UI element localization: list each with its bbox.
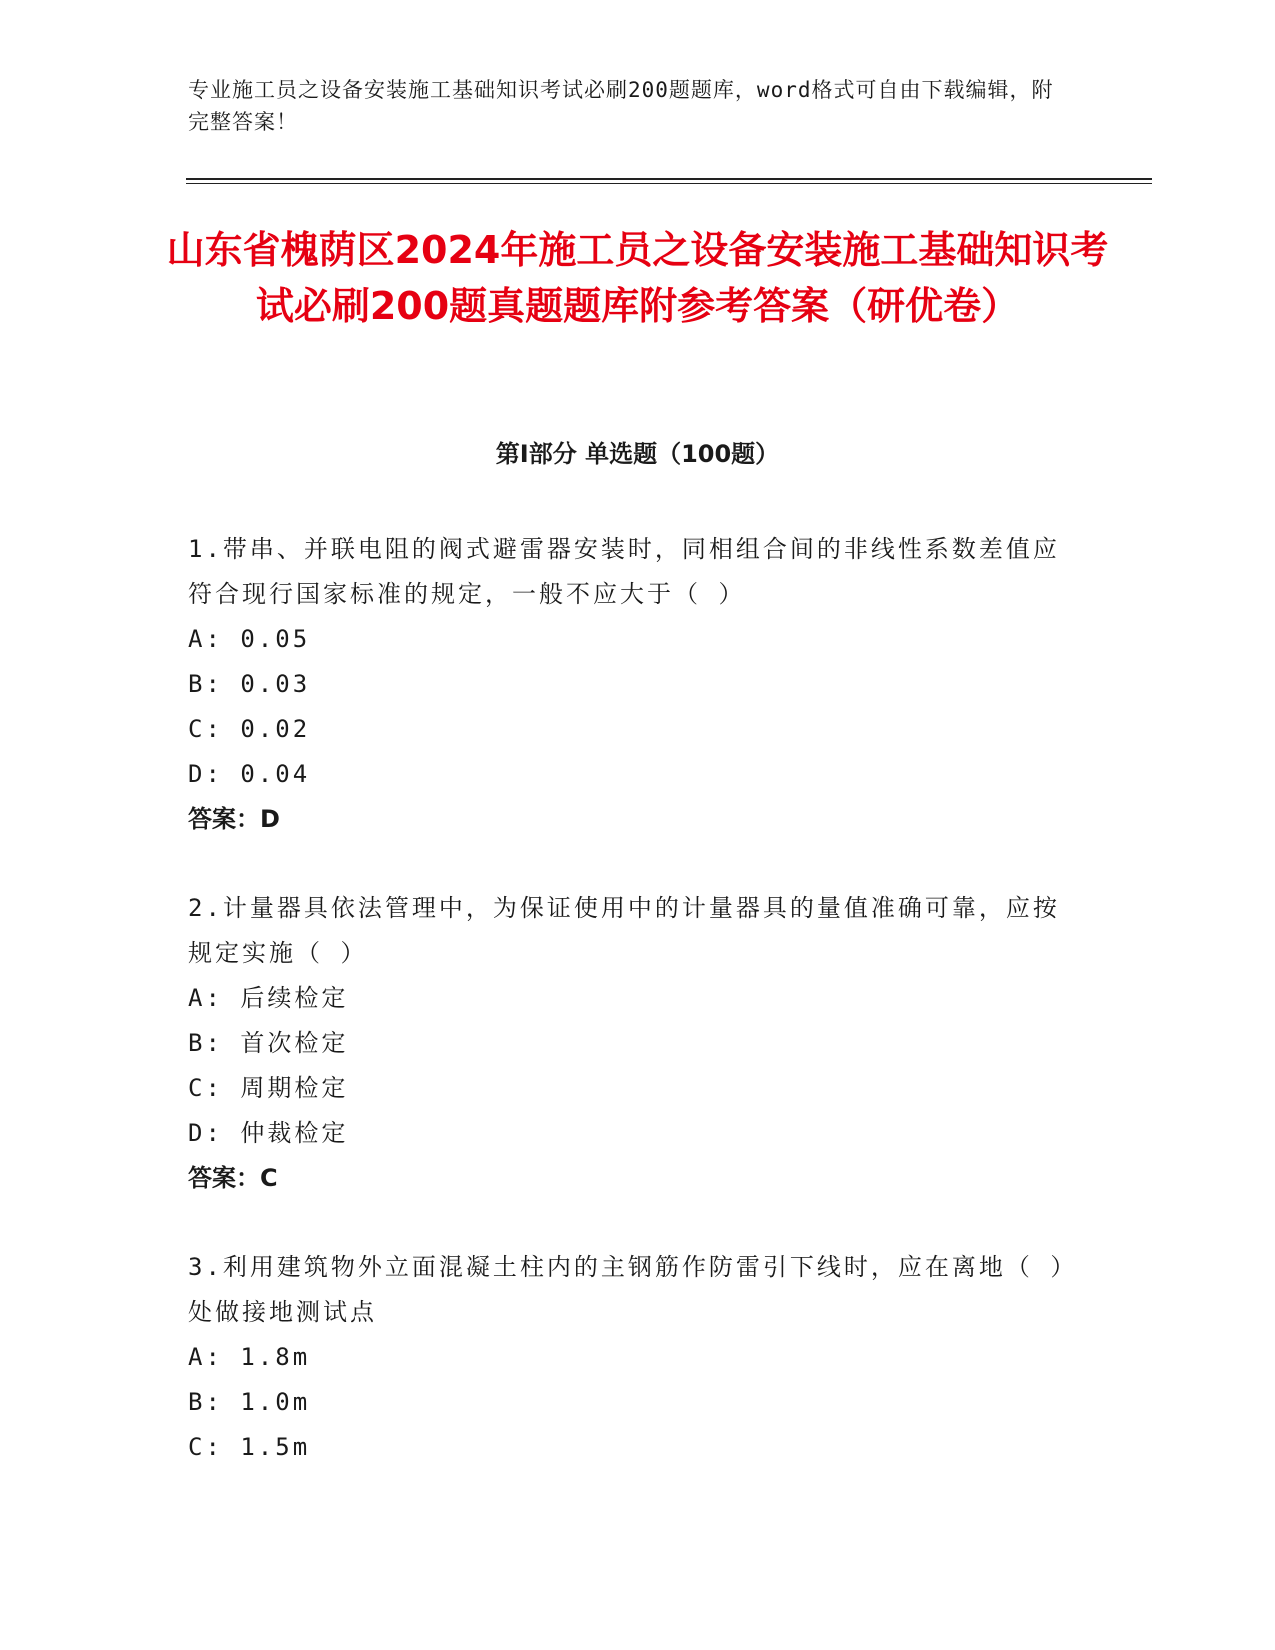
option-c: C: 1.5m [188, 1433, 311, 1461]
part-heading: 第Ⅰ部分 单选题（100题） [495, 440, 780, 468]
question-2 [188, 886, 1068, 1201]
option-b: B: 1.0m [188, 1388, 311, 1416]
header-note: 专业施工员之设备安装施工基础知识考试必刷200题题库，word格式可自由下载编辑，附完整答案！ [188, 78, 1054, 134]
header-divider [186, 178, 1152, 180]
option-c: C: 0.02 [188, 715, 311, 743]
question-stem: 3.利用建筑物外立面混凝土柱内的主钢筋作防雷引下线时，应在离地（ ）处做接地测试点 [188, 1253, 1066, 1326]
question-stem: 1.带串、并联电阻的阀式避雷器安装时，同相组合间的非线性系数差值应符合现行国家标准的规定，一般不应大于（ ） [188, 535, 1060, 608]
option-b: B: 0.03 [188, 670, 311, 698]
header-divider-thin [186, 183, 1152, 184]
option-d: D: 0.04 [188, 760, 311, 788]
question-list [188, 527, 1068, 1514]
option-d: D: 仲裁检定 [188, 1119, 349, 1147]
option-b: B: 首次检定 [188, 1029, 349, 1057]
answer: 答案：C [188, 1164, 278, 1192]
question-1 [188, 527, 1068, 842]
question-stem: 2.计量器具依法管理中，为保证使用中的计量器具的量值准确可靠，应按规定实施（ ） [188, 894, 1060, 967]
document-title: 山东省槐荫区2024年施工员之设备安装施工基础知识考试必刷200题真题题库附参考答案（研优卷） [166, 228, 1109, 328]
option-a: A: 后续检定 [188, 984, 349, 1012]
option-c: C: 周期检定 [188, 1074, 349, 1102]
answer: 答案：D [188, 805, 280, 833]
option-a: A: 0.05 [188, 625, 311, 653]
option-a: A: 1.8m [188, 1343, 311, 1371]
question-3 [188, 1245, 1068, 1470]
